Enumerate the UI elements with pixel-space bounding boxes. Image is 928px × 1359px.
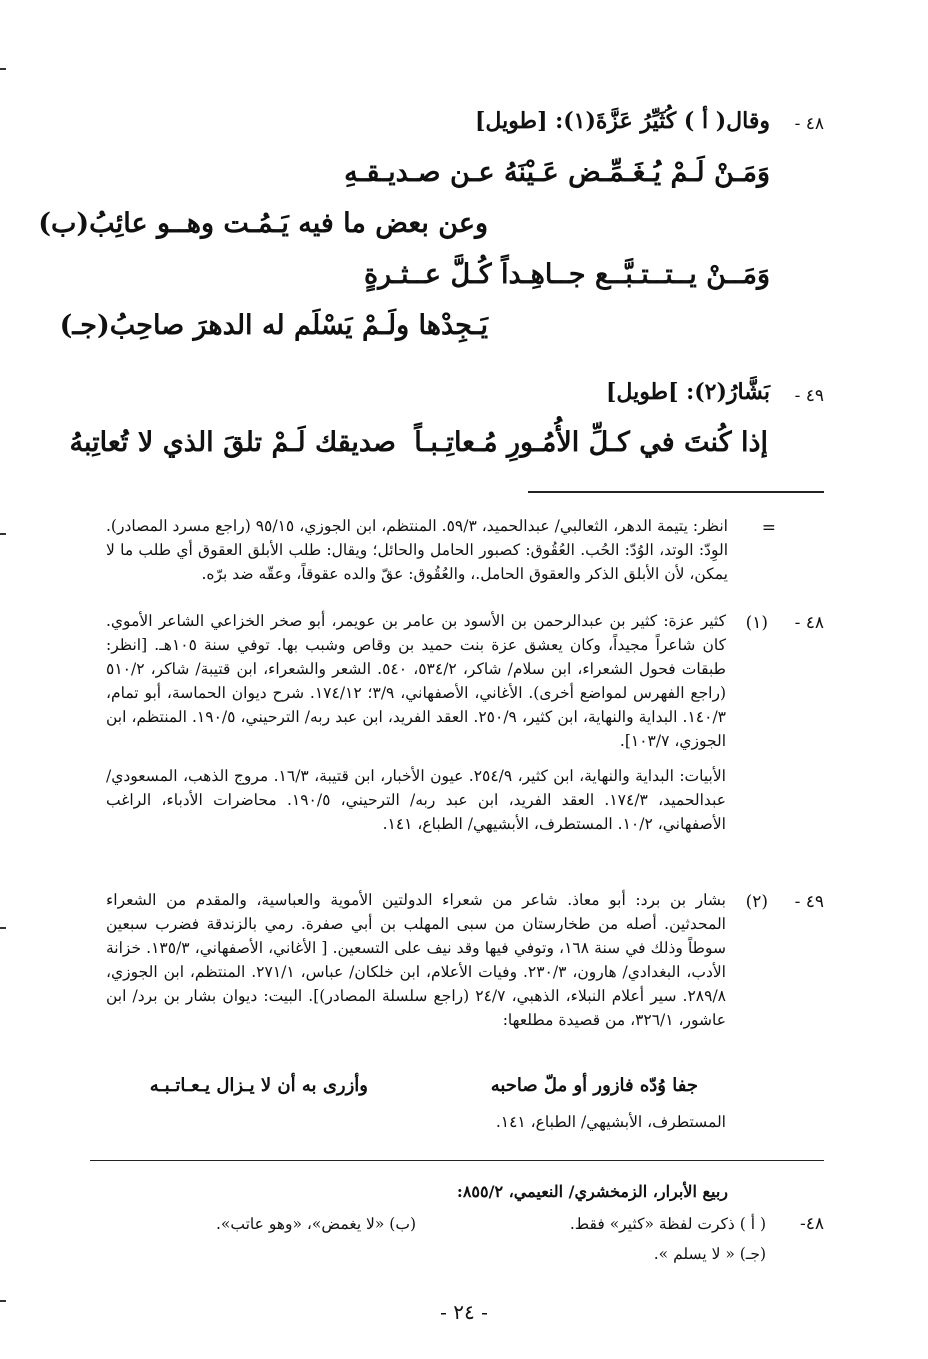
verse-48-2: وعن بعض ما فيه يَـمُـت وهــو عائِبُ(ب) bbox=[38, 208, 488, 239]
footnote-49-2-tail: المستطرف، الأبشيهي/ الطباع، ١٤١. bbox=[495, 1113, 726, 1131]
continued-marker: = bbox=[761, 518, 776, 538]
note2-marker: (٢) bbox=[745, 892, 768, 912]
verse-48-3: وَمَــنْ يــتــتـبَّــع جــاهِـداً كُـلَّ عــثـرةٍ bbox=[364, 259, 770, 290]
footnote-49-2: بشار بن برد: أبو معاذ. شاعر من شعراء الدولتين الأموية والعباسية، والمقدم من الشعراء المحدثين. أصله من طخارستان من سبى المهلب بن أبي صفرة. رمي بالزندقة فضرب سبعين سوطاً وذلك في سنة ١٦٨، وتوفي فيها وقد نيف على التسعين. [ الأغاني، الأصفهاني، ١٣٥/٣. خزانة الأدب، البغدادي/ هارون، ٢٣٠/٣. وفيات الأعلام، ابن خلكان/ عباس، ٢٧١/١. المنتظم، ابن الجوزي، ٢٨٩/٨. سير أعلام النبلاء، الذهبي، ٢٤/٧ (راجع سلسلة المصادر)]. البيت: ديوان بشار بن برد/ ابن عاشور، ٣٢٦/١، من قصيدة مطلعها: bbox=[106, 891, 726, 1029]
footnote-quote-left: وأزرى به أن لا يـزال يـعـاتـبـه bbox=[149, 1075, 368, 1096]
note2-number: ٤٩ - bbox=[794, 892, 824, 912]
variants-source: ربيع الأبرار، الزمخشري/ النعيمي، ٨٥٥/٢: bbox=[456, 1182, 728, 1201]
footnote-48-1: كثير عزة: كثير بن عبدالرحمن بن الأسود بن عامر بن عويمر، أبو صخر الخزاعي الشاعر الأموي. كان شاعراً مجيداً، وكان يعشق عزة بنت حميد بن وقاص وشبب بها. توفي سنة ١٠٥هـ. [انظر: طبقات فحول الشعراء، ابن سلام/ شاكر، ٥٣٤/٢، ٥٤٠. الشعر والشعراء، ابن قتيبة/ شاكر، ٥١٠/٢ (راجع الفهرس لمواضع أخرى). الأغاني، الأصفهاني، ٣/٩؛ ١٧٤/١٢. شرح ديوان الحماسة، أبو تمام، ١٤٠/٣. البداية والنهاية، ابن كثير، ٢٥٠/٩. العقد الفريد، ابن عبد ربه/ الترحيني، ١٩٠/٥. المنتظم، ابن الجوزي، ١٠٣/٧]. bbox=[106, 612, 727, 750]
entry-heading-49: بَشَّارُ(٢): ]طويل] bbox=[606, 379, 770, 405]
entry-heading-48: وقال( أ ) كُثَيِّرُ عَزَّةَ(١): [طويل] bbox=[475, 108, 770, 134]
footnote-quote-right: جفا وُدّه فازور أو ملّ صاحبه bbox=[490, 1075, 698, 1096]
variant-c: (جـ) « لا يسلم ». bbox=[653, 1245, 766, 1263]
footnote-continued: انظر: يتيمة الدهر، الثعالبي/ عبدالحميد، ٥٩/٣. المنتظم، ابن الجوزي، ٩٥/١٥ (راجع مسرد المصادر). الوِدّ: الوتد، الوُدّ: الحُب. العُقُوق: كصبور الحامل والحائل؛ ويقال: طلب الأبلق العقوق أي طلب ما لا يمكن، لأن الأبلق الذكر والعقوق الحامل.، والعُقُوق: عقّ والده عقوقاً، وعقّه ضد برّه. bbox=[106, 517, 728, 583]
scan-mark bbox=[0, 1300, 6, 1302]
verse-49-left-hemistich: صديقك لَـمْ تلقَ الذي لا تُعاتِبهُ bbox=[69, 427, 396, 458]
variants-separator bbox=[90, 1160, 824, 1161]
footnote-48-1-verses: الأبيات: البداية والنهاية، ابن كثير، ٢٥٤/٩. عيون الأخبار، ابن قتيبة، ١٦/٣. مروج الذهب، المسعودي/ عبدالحميد، ١٧٤/٣. العقد الفريد، ابن عبد ربه/ الترحيني، ١٩٠/٥. محاضرات الأدباء، الراغب الأصفهاني، ١٠/٢. المستطرف، الأبشيهي/ الطباع، ١٤١. bbox=[106, 767, 726, 833]
verse-48-1: وَمَـنْ لَـمْ يُـغَـمِّـض عَـيْنَهُ عـن صـديـقـهِ bbox=[344, 157, 770, 188]
variants-number: ٤٨- bbox=[799, 1214, 824, 1234]
page-number: - ٢٤ - bbox=[440, 1300, 488, 1324]
note1-number: ٤٨ - bbox=[794, 613, 824, 633]
footnote-separator bbox=[528, 491, 824, 493]
entry-number-48: ٤٨ - bbox=[794, 114, 824, 134]
entry-number-49: ٤٩ - bbox=[794, 386, 824, 406]
verse-48-4: يَـجِدْها ولَـمْ يَسْلَم له الدهرَ صاحِبُ(جـ) bbox=[59, 310, 488, 341]
scan-mark bbox=[0, 68, 6, 70]
note1-marker: (١) bbox=[745, 613, 768, 633]
scan-mark bbox=[0, 533, 6, 535]
variant-b: (ب) «لا يغمض»، «وهو عاتب». bbox=[215, 1215, 416, 1233]
variant-a: ( أ ) ذكرت لفظة «كثير» فقط. bbox=[569, 1215, 766, 1233]
verse-49-right-hemistich: إذا كُنتَ في كـلِّ الأُمُـورِ مُـعاتِـبـاً bbox=[414, 427, 768, 458]
scan-mark bbox=[0, 927, 6, 929]
